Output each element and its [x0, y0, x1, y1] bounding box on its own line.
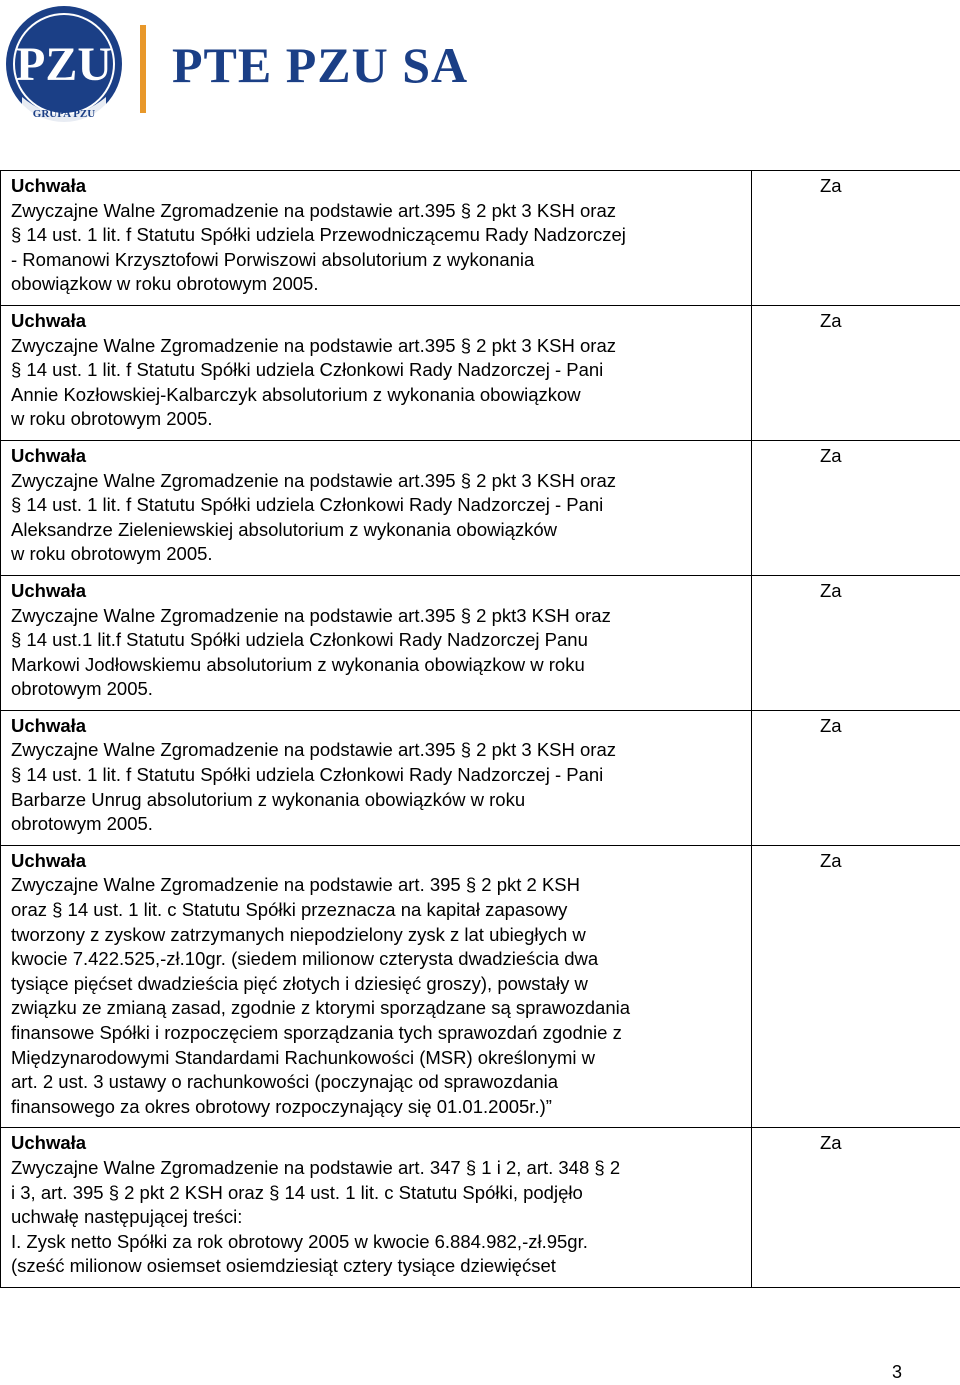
resolution-title: Uchwała	[11, 444, 87, 466]
resolution-line: Aleksandrze Zieleniewskiej absolutorium z wykonania obowiązków	[11, 518, 558, 540]
resolution-line: § 14 ust. 1 lit. f Statutu Spółki udziela Członkowi Rady Nadzorczej - Pani	[11, 764, 604, 786]
resolution-line: obrotowym 2005.	[11, 813, 153, 835]
vote-value: Za	[820, 849, 842, 871]
logo-text: PZU	[16, 38, 112, 91]
resolution-title: Uchwała	[11, 175, 87, 196]
resolutions-table	[0, 170, 960, 1288]
vote-value: Za	[820, 175, 842, 196]
resolution-line: i 3, art. 395 § 2 pkt 2 KSH oraz § 14 ust. 1 lit. c Statutu Spółki, podjęło	[11, 1181, 583, 1203]
resolution-line: tworzony z zyskow zatrzymanych niepodzielony zysk z lat ubiegłych w	[11, 923, 586, 945]
resolution-line: w roku obrotowym 2005.	[11, 408, 213, 430]
resolution-line: Zwyczajne Walne Zgromadzenie na podstawie art. 347 § 1 i 2, art. 348 § 2	[11, 1156, 621, 1178]
resolution-line: Zwyczajne Walne Zgromadzenie na podstawie art.395 § 2 pkt3 KSH oraz	[11, 604, 611, 626]
resolution-title: Uchwała	[11, 1132, 87, 1154]
table-row	[1, 171, 960, 306]
resolution-line: I. Zysk netto Spółki za rok obrotowy 2005 w kwocie 6.884.982,-zł.95gr.	[11, 1230, 588, 1252]
vote-cell	[752, 305, 960, 440]
resolution-line: Międzynarodowymi Standardami Rachunkowości (MSR) określonymi w	[11, 1046, 595, 1068]
resolution-line: związku ze zmianą zasad, zgodnie z ktorymi sporządzane są sprawozdania	[11, 997, 631, 1019]
table-row	[1, 575, 960, 710]
resolution-line: Zwyczajne Walne Zgromadzenie na podstawie art. 395 § 2 pkt 2 KSH	[11, 874, 580, 896]
vote-cell	[752, 171, 960, 306]
page-number: 3	[892, 1362, 903, 1382]
logo-ring-text: GRUPA PZU	[32, 108, 96, 120]
header	[0, 0, 490, 140]
resolution-line: w roku obrotowym 2005.	[11, 543, 213, 565]
resolution-line: Zwyczajne Walne Zgromadzenie na podstawie art.395 § 2 pkt 3 KSH oraz	[11, 199, 616, 221]
vote-value: Za	[820, 309, 842, 331]
resolution-line: obrotowym 2005.	[11, 678, 153, 700]
resolution-text-cell	[1, 171, 752, 306]
resolution-title: Uchwała	[11, 309, 87, 331]
vote-value: Za	[820, 1132, 842, 1154]
table-row	[1, 845, 960, 1128]
pzu-logo-icon	[2, 2, 132, 132]
resolution-line: obowiązkow w roku obrotowym 2005.	[11, 273, 319, 295]
table-row	[1, 305, 960, 440]
resolution-line: (sześć milionow osiemset osiemdziesiąt cztery tysiące dziewięćset	[11, 1255, 556, 1277]
resolution-text-cell	[1, 710, 752, 845]
vote-cell	[752, 575, 960, 710]
vote-value: Za	[820, 714, 842, 736]
resolution-line: Markowi Jodłowskiemu absolutorium z wykonania obowiązkow w roku	[11, 653, 585, 675]
company-name: PTE PZU SA	[172, 37, 469, 93]
resolution-line: § 14 ust. 1 lit. f Statutu Spółki udziela Przewodniczącemu Rady Nadzorczej	[11, 224, 626, 246]
resolution-line: uchwałę następującej treści:	[11, 1206, 243, 1228]
resolution-line: finansowe Spółki i rozpoczęciem sporządzania tych sprawozdań zgodnie z	[11, 1022, 622, 1043]
resolution-title: Uchwała	[11, 579, 87, 601]
resolution-line: Zwyczajne Walne Zgromadzenie na podstawie art.395 § 2 pkt 3 KSH oraz	[11, 739, 616, 761]
resolution-title: Uchwała	[11, 714, 87, 736]
resolution-line: Zwyczajne Walne Zgromadzenie na podstawie art.395 § 2 pkt 3 KSH oraz	[11, 469, 616, 491]
resolution-text-cell	[1, 305, 752, 440]
resolution-line: art. 2 ust. 3 ustawy o rachunkowości (poczynając od sprawozdania	[11, 1071, 559, 1093]
resolution-line: Zwyczajne Walne Zgromadzenie na podstawie art.395 § 2 pkt 3 KSH oraz	[11, 334, 616, 356]
resolution-line: finansowego za okres obrotowy rozpoczynający się 01.01.2005r.)”	[11, 1095, 552, 1117]
vote-cell	[752, 710, 960, 845]
vote-cell	[752, 440, 960, 575]
resolution-line: Annie Kozłowskiej-Kalbarczyk absolutorium z wykonania obowiązkow	[11, 383, 581, 405]
resolution-line: Barbarze Unrug absolutorium z wykonania obowiązków w roku	[11, 788, 526, 810]
resolution-line: - Romanowi Krzysztofowi Porwiszowi absolutorium z wykonania	[11, 248, 535, 270]
resolution-text-cell	[1, 575, 752, 710]
resolution-line: § 14 ust.1 lit.f Statutu Spółki udziela Członkowi Rady Nadzorczej Panu	[11, 629, 588, 651]
vote-value: Za	[820, 444, 842, 466]
resolution-text-cell	[1, 1128, 752, 1288]
resolution-text-cell	[1, 845, 752, 1128]
table-row	[1, 440, 960, 575]
resolution-title: Uchwała	[11, 849, 87, 871]
vote-value: Za	[820, 579, 842, 601]
vote-cell	[752, 1128, 960, 1288]
resolution-line: tysiące pięćset dwadzieścia pięć złotych i dziesięć groszy), powstały w	[11, 972, 588, 994]
resolution-line: oraz § 14 ust. 1 lit. c Statutu Spółki przeznacza na kapitał zapasowy	[11, 899, 568, 921]
resolution-line: § 14 ust. 1 lit. f Statutu Spółki udziela Członkowi Rady Nadzorczej - Pani	[11, 359, 604, 381]
resolution-text-cell	[1, 440, 752, 575]
table-row	[1, 710, 960, 845]
table-row	[1, 1128, 960, 1288]
vote-cell	[752, 845, 960, 1128]
brand-divider	[140, 25, 146, 113]
resolution-line: § 14 ust. 1 lit. f Statutu Spółki udziela Członkowi Rady Nadzorczej - Pani	[11, 494, 604, 516]
resolution-line: kwocie 7.422.525,-zł.10gr. (siedem milionow czterysta dwadzieścia dwa	[11, 948, 599, 970]
